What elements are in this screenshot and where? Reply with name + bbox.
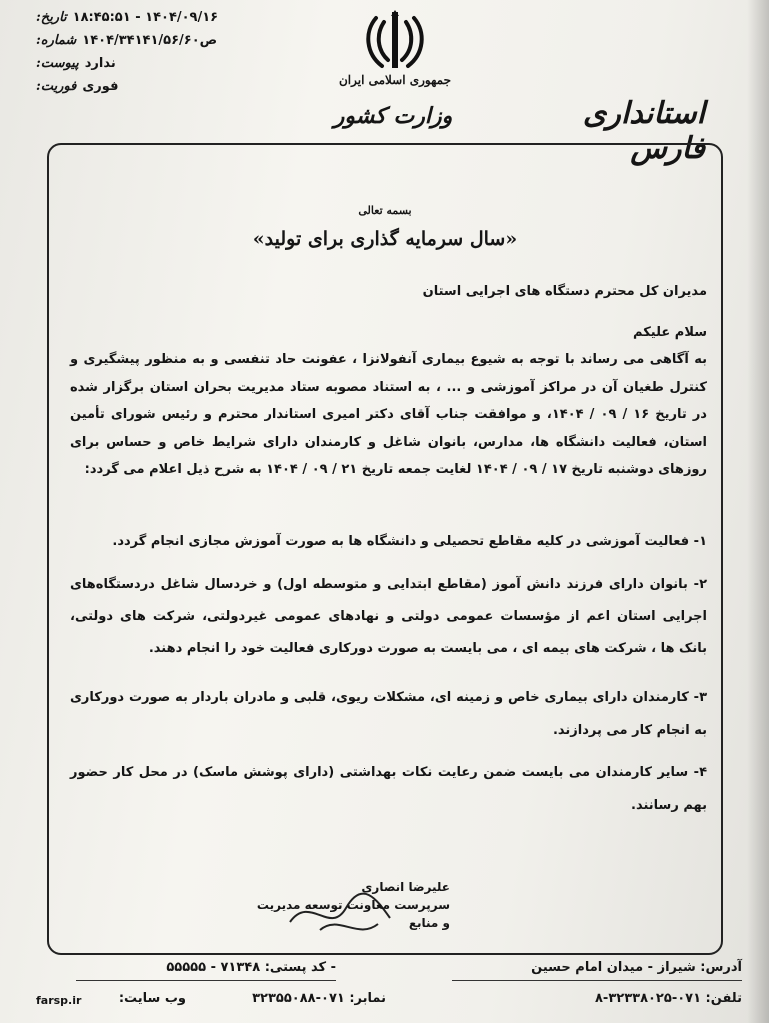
greeting: سلام علیکم: [633, 325, 707, 340]
address: آدرس: شیراز - میدان امام حسین: [531, 960, 742, 975]
item-1: ۱- فعالیت آموزشی در کلیه مقاطع تحصیلی و دانشگاه ها به صورت آموزش مجازی انجام گردد.: [112, 534, 707, 549]
signature-block: [250, 878, 450, 932]
fax: نمابر: ۰۷۱-۳۲۳۵۵۰۸۸: [252, 991, 386, 1006]
iran-emblem-icon: [362, 8, 428, 72]
addressee: مدیران کل محترم دستگاه های اجرایی استان: [422, 284, 707, 299]
website[interactable]: farsp.ir: [36, 994, 82, 1007]
year-slogan: «سال سرمایه گذاری برای تولید»: [252, 228, 518, 250]
urgency-value: فوری: [82, 79, 119, 94]
urgency-label: فوریت:: [36, 79, 77, 94]
paper-shadow: [747, 0, 769, 1023]
website-label: وب سایت:: [118, 991, 186, 1006]
signer-title: سرپرست معاونت توسعه مدیریت و منابع: [256, 898, 450, 930]
province-office: استانداری فارس: [582, 96, 705, 166]
postal-code: - کد پستی: ۷۱۳۴۸ - ۵۵۵۵۵: [166, 960, 336, 975]
item-3: ۳- کارمندان دارای بیماری خاص و زمینه ای، مشکلات ریوی، قلبی و مادران باردار به صورت دورکاری به انجام کار می پردازند.: [70, 690, 707, 738]
address-rule: [452, 980, 742, 981]
item-2: ۲- بانوان دارای فرزند دانش آموز (مقاطع ابتدایی و متوسطه اول) و خردسال شاغل دردستگاه‌های اجرایی استان اعم از مؤسسات عمومی دولتی و نهادهای عمومی غیردولتی، شرکت های دولتی، بانک ها ، شرکت های بیمه ای ، می بایست به صورت دورکاری فعالیت خود را انجام دهند.: [70, 577, 707, 656]
attachment-label: پیوست:: [36, 56, 79, 71]
date-label: تاریخ:: [36, 10, 67, 25]
date-value: ۱۴۰۴/۰۹/۱۶ - ۱۸:۴۵:۵۱: [72, 10, 219, 25]
letter-footer: [36, 958, 742, 1020]
meta-date: [36, 6, 226, 29]
meta-urgency: [36, 75, 226, 98]
letter-meta: [36, 6, 226, 98]
attachment-value: ندارد: [84, 56, 116, 71]
number-label: شماره:: [36, 33, 77, 48]
government-name: جمهوری اسلامی ایران: [338, 73, 452, 87]
phone: تلفن: ۰۷۱-۳۲۳۳۸۰۲۵-۸: [594, 991, 742, 1006]
signer-name: علیرضا انصاری: [361, 880, 450, 894]
number-value: ص۱۴۰۴/۳۴۱۴۱/۵۶/۶۰: [82, 33, 218, 48]
meta-attachment: [36, 52, 226, 75]
postal-rule: [76, 980, 336, 981]
intro-paragraph: به آگاهی می رساند با توجه به شیوع بیماری آنفولانزا ، عفونت حاد تنفسی و به منظور پیشگیری و کنترل طغیان آن در مراکز آموزشی و ... ، به استناد مصوبه ستاد مدیریت بحران استان برگزار شده در تاریخ ۱۶ / ۰۹ / ۱۴۰۴، و موافقت جناب آقای دکتر امیری استاندار محترم و رئیس شورای تأمین استان، فعالیت دانشگاه ها، مدارس، بانوان شاغل و کارمندان دارای شرایط خاص و حساس برای روزهای دوشنبه تاریخ ۱۷ / ۰۹ / ۱۴۰۴ لغایت جمعه تاریخ ۲۱ / ۰۹ / ۱۴۰۴ به شرح ذیل اعلام می گردد:: [70, 352, 707, 477]
ministry-name: وزارت کشور: [333, 103, 453, 129]
basmala: بسمه تعالی: [358, 204, 412, 217]
meta-number: [36, 29, 226, 52]
item-4: ۴- سایر کارمندان می بایست ضمن رعایت نکات بهداشتی (دارای پوشش ماسک) در محل کار حضور بهم رسانند.: [70, 765, 707, 813]
